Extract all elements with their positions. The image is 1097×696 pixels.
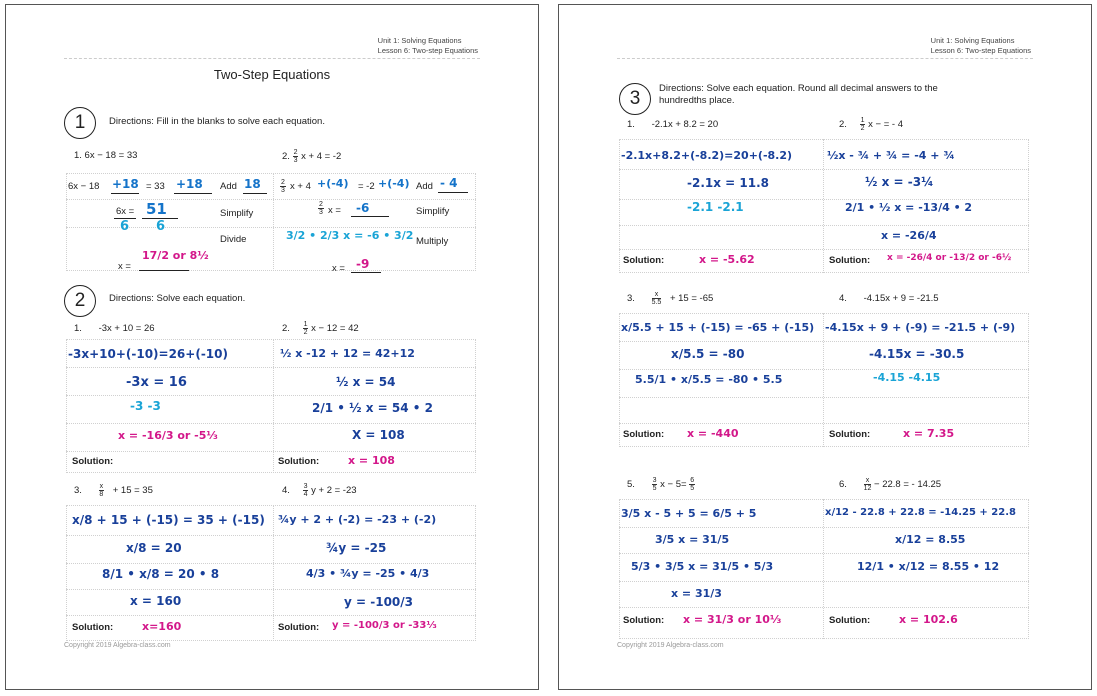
s1-q1-divisor-left: 6 xyxy=(120,219,130,234)
s3-q6-step3: 12/1 • x/12 = 8.55 • 12 xyxy=(857,560,1000,573)
grid-row-line xyxy=(619,169,1029,170)
s2-q4-step2: ¾y = -25 xyxy=(326,541,387,555)
s1-q1-divide-label: Divide xyxy=(220,234,247,245)
s1-q2-m6: -6 xyxy=(356,201,370,215)
page-header xyxy=(931,36,1031,56)
s2-q4-step3: 4/3 • ¾y = -25 • 4/3 xyxy=(306,567,430,580)
s1-q2-multiply-label: Multiply xyxy=(416,236,449,247)
s1-q1-add-label: Add xyxy=(220,181,237,192)
s3-q2-solution-label: Solution: xyxy=(829,255,871,266)
grid-divider xyxy=(273,173,274,271)
s3-q3-answer: x = -440 xyxy=(687,427,739,440)
s1-q2-blank-left: +(-4) xyxy=(317,177,349,190)
s1-q2-row1: x + 4 xyxy=(290,181,311,192)
s1-problem-2-equation: x + 4 = -2 xyxy=(301,151,342,163)
fraction-one-half: $\frac{1}{2}$ xyxy=(303,321,308,336)
blank-line xyxy=(243,193,267,194)
s3-problem-2-number: 2. xyxy=(839,119,847,131)
s3-problem-6-number: 6. xyxy=(839,479,847,491)
s2-q2-step3: 2/1 • ½ x = 54 • 2 xyxy=(312,401,433,415)
grid-row-line xyxy=(619,553,1029,554)
s2-problem-2 xyxy=(282,321,359,336)
s2-q2-answer: x = 108 xyxy=(348,454,395,467)
s1-q2-row2: x = xyxy=(328,205,341,216)
s1-q1-simplify-label: Simplify xyxy=(220,208,254,219)
s3-q5-answer: x = 31/3 or 10⅓ xyxy=(683,613,782,626)
grid-row-line xyxy=(619,199,1029,200)
section-3-directions-line1: Directions: Solve each equation. Round all decimal answers to the xyxy=(659,83,938,94)
s1-q2-multiply-step: 3/2 • 2/3 x = -6 • 3/2 xyxy=(286,229,414,242)
grid-divider xyxy=(823,499,824,639)
s3-q4-answer: x = 7.35 xyxy=(903,427,955,440)
s3-q4-step2: -4.15x = -30.5 xyxy=(869,347,965,361)
s3-q6-step1: x/12 - 22.8 + 22.8 = -14.25 + 22.8 xyxy=(825,507,1016,518)
s3-q1-step2: -2.1x = 11.8 xyxy=(687,176,769,190)
s1-problem-1-label: 1. 6x − 18 = 33 xyxy=(74,150,138,161)
worksheet-page-right xyxy=(558,4,1092,690)
s2-q1-step3: -3 -3 xyxy=(130,399,161,413)
section-2-directions: Directions: Solve each equation. xyxy=(109,293,246,304)
s3-q1-step3: -2.1 -2.1 xyxy=(687,200,744,214)
s2-problem-4-number: 4. xyxy=(282,485,290,497)
grid-row-line xyxy=(66,199,476,200)
s3-q5-step2: 3/5 x = 31/5 xyxy=(655,533,730,546)
grid-row-line xyxy=(619,607,1029,608)
s3-q5-step1: 3/5 x - 5 + 5 = 6/5 + 5 xyxy=(621,507,757,520)
grid-row-line xyxy=(619,341,1029,342)
s1-q2-blank-right: +(-4) xyxy=(378,177,410,190)
s3-q4-solution-label: Solution: xyxy=(829,429,871,440)
fraction-x-over-12: $\frac{x}{12}$ xyxy=(863,477,872,492)
s1-q1-eq33: = 33 xyxy=(146,181,165,192)
s3-problem-1 xyxy=(627,119,718,130)
fraction-x-over-8: $\frac{x}{8}$ xyxy=(99,483,104,498)
s1-q2-add-value: - 4 xyxy=(440,176,458,190)
s2-problem-1-equation: -3x + 10 = 26 xyxy=(98,323,155,334)
lesson-label: Lesson 6: Two-step Equations xyxy=(930,46,1031,55)
section-3-directions xyxy=(659,83,938,107)
s3-q2-step4: x = -26/4 xyxy=(881,229,937,242)
s2-q3-step1: x/8 + 15 + (-15) = 35 + (-15) xyxy=(72,513,265,527)
s3-q1-step1: -2.1x+8.2+(-8.2)=20+(-8.2) xyxy=(621,149,793,162)
grid-row-line xyxy=(66,367,476,368)
s1-q1-add-value: 18 xyxy=(244,177,261,191)
grid-row-line xyxy=(619,423,1029,424)
s2-problem-3-number: 3. xyxy=(74,485,82,497)
s1-q1-51: 51 xyxy=(146,200,167,218)
s2-q4-step1: ¾y + 2 + (-2) = -23 + (-2) xyxy=(278,513,437,526)
s3-problem-5-equation: x − 5= xyxy=(660,479,687,491)
s3-q3-step1: x/5.5 + 15 + (-15) = -65 + (-15) xyxy=(621,321,815,334)
grid-row-line xyxy=(619,369,1029,370)
grid-divider xyxy=(273,505,274,641)
fraction-two-thirds: $\frac{2}{3}$ xyxy=(293,149,298,164)
blank-line xyxy=(351,272,381,273)
fraction-x-over-5-5: $\frac{x}{5.5}$ xyxy=(651,291,662,306)
grid-row-line xyxy=(66,615,476,616)
s2-problem-2-number: 2. xyxy=(282,323,290,335)
s2-q3-step2: x/8 = 20 xyxy=(126,541,182,555)
s3-q6-solution-label: Solution: xyxy=(829,615,871,626)
s2-problem-2-equation: x − 12 = 42 xyxy=(311,323,359,335)
s1-q2-x-eq: x = xyxy=(332,263,345,274)
s2-problem-4 xyxy=(282,483,357,498)
s2-q3-step4: x = 160 xyxy=(130,594,182,608)
blank-line xyxy=(139,270,189,271)
s2-q3-answer: x=160 xyxy=(142,620,182,633)
s2-q1-answer: x = -16/3 or -5⅓ xyxy=(118,429,218,442)
blank-line xyxy=(438,192,468,193)
grid-divider xyxy=(823,139,824,273)
s1-problem-2-number: 2. xyxy=(282,151,290,163)
s2-q1-step2: -3x = 16 xyxy=(126,375,187,390)
copyright-text: Copyright 2019 Algebra-class.com xyxy=(617,642,724,649)
s3-q2-step2: ½ x = -3¼ xyxy=(865,175,934,189)
s3-problem-3 xyxy=(627,291,713,306)
section-number-1: 1 xyxy=(64,107,96,139)
page-title: Two-Step Equations xyxy=(213,67,331,82)
grid-row-line xyxy=(66,451,476,452)
s2-problem-3-equation: + 15 = 35 xyxy=(112,485,153,497)
blank-line xyxy=(174,193,212,194)
s3-q6-step2: x/12 = 8.55 xyxy=(895,533,966,546)
section-number-2: 2 xyxy=(64,285,96,317)
s2-q3-step3: 8/1 • x/8 = 20 • 8 xyxy=(102,567,220,581)
s2-q4-solution-label: Solution: xyxy=(278,622,320,633)
grid-row-line xyxy=(66,535,476,536)
s3-q4-step3: -4.15 -4.15 xyxy=(873,371,941,384)
grid-row-line xyxy=(66,589,476,590)
s1-q1-blank-plus18-left: +18 xyxy=(112,177,139,191)
s1-q1-answer: 17/2 or 8½ xyxy=(142,249,209,262)
s2-problem-4-equation: y + 2 = -23 xyxy=(311,485,357,497)
s3-problem-1-number: 1. xyxy=(627,119,635,130)
section-3-directions-line2: hundredths place. xyxy=(659,95,735,106)
s1-q2-frac: $\frac{2}{3}$ xyxy=(281,179,285,194)
s3-q1-answer: x = -5.62 xyxy=(699,253,755,266)
s3-q5-step4: x = 31/3 xyxy=(671,587,722,600)
s3-problem-6 xyxy=(839,477,941,492)
s2-problem-1-number: 1. xyxy=(74,323,82,334)
s2-q2-step1: ½ x -12 + 12 = 42+12 xyxy=(280,347,415,360)
s3-problem-2-equation: x − = - 4 xyxy=(868,119,903,131)
s3-problem-2 xyxy=(839,117,903,132)
s3-problem-1-equation: -2.1x + 8.2 = 20 xyxy=(651,119,719,130)
unit-label: Unit 1: Solving Equations xyxy=(930,36,1015,45)
s1-problem-2-label xyxy=(282,149,341,164)
s3-q3-step3: 5.5/1 • x/5.5 = -80 • 5.5 xyxy=(635,373,783,386)
s3-q5-step3: 5/3 • 3/5 x = 31/5 • 5/3 xyxy=(631,560,774,573)
s1-q2-add-label: Add xyxy=(416,181,433,192)
grid-divider xyxy=(823,313,824,447)
header-divider xyxy=(617,58,1033,59)
s1-q2-simplify-label: Simplify xyxy=(416,206,450,217)
s2-problem-3 xyxy=(74,483,153,498)
s1-q1-x-eq: x = xyxy=(118,261,131,272)
s3-problem-6-equation: − 22.8 = - 14.25 xyxy=(874,479,942,491)
s2-q3-solution-label: Solution: xyxy=(72,622,114,633)
s3-q4-step1: -4.15x + 9 + (-9) = -21.5 + (-9) xyxy=(825,321,1016,334)
fraction-six-fifths: $\frac{6}{5}$ xyxy=(690,477,695,492)
s2-q4-answer: y = -100/3 or -33⅓ xyxy=(332,620,437,631)
s3-problem-4 xyxy=(839,293,939,304)
s1-q1-divisor-right: 6 xyxy=(156,219,166,234)
grid-row-line xyxy=(66,395,476,396)
s3-q5-solution-label: Solution: xyxy=(623,615,665,626)
grid-row-line xyxy=(619,225,1029,226)
fraction-three-quarters: $\frac{3}{4}$ xyxy=(303,483,308,498)
s3-q3-step2: x/5.5 = -80 xyxy=(671,347,745,361)
blank-line xyxy=(351,216,389,217)
s1-q1-row1: 6x − 18 xyxy=(68,181,100,192)
unit-label: Unit 1: Solving Equations xyxy=(377,36,462,45)
s3-q2-step1: ½x - ¾ + ¾ = -4 + ¾ xyxy=(827,149,955,162)
worksheet-page-left xyxy=(5,4,539,690)
grid-row-line xyxy=(619,249,1029,250)
s3-problem-3-equation: + 15 = -65 xyxy=(669,293,714,305)
s3-problem-5-number: 5. xyxy=(627,479,635,491)
grid-row-line xyxy=(66,423,476,424)
grid-row-line xyxy=(619,581,1029,582)
s1-q1-blank-plus18-right: +18 xyxy=(176,177,203,191)
s2-q2-step4: X = 108 xyxy=(352,428,405,442)
s2-q1-step1: -3x+10+(-10)=26+(-10) xyxy=(68,347,228,361)
s3-problem-5 xyxy=(627,477,695,492)
s3-problem-3-number: 3. xyxy=(627,293,635,305)
s1-q1-6x: 6x = xyxy=(116,206,135,217)
s2-q4-step4: y = -100/3 xyxy=(344,595,413,609)
grid-row-line xyxy=(66,563,476,564)
lesson-label: Lesson 6: Two-step Equations xyxy=(377,46,478,55)
blank-line xyxy=(111,193,139,194)
s1-q2-eqm2: = -2 xyxy=(358,181,375,192)
s3-q1-solution-label: Solution: xyxy=(623,255,665,266)
copyright-text: Copyright 2019 Algebra-class.com xyxy=(64,642,171,649)
section-number-3: 3 xyxy=(619,83,651,115)
s2-q1-solution-label: Solution: xyxy=(72,456,114,467)
s2-q2-step2: ½ x = 54 xyxy=(336,375,396,389)
s2-problem-1 xyxy=(74,323,155,334)
grid-row-line xyxy=(619,527,1029,528)
s3-q6-answer: x = 102.6 xyxy=(899,613,958,626)
page-header xyxy=(378,36,478,56)
header-divider xyxy=(64,58,480,59)
grid-divider xyxy=(273,339,274,473)
s3-q2-answer: x = -26/4 or -13/2 or -6½ xyxy=(887,253,1012,263)
s2-q2-solution-label: Solution: xyxy=(278,456,320,467)
section-1-directions: Directions: Fill in the blanks to solve each equation. xyxy=(109,116,325,127)
s3-q3-solution-label: Solution: xyxy=(623,429,665,440)
s3-problem-4-number: 4. xyxy=(839,293,847,304)
s1-q2-answer: -9 xyxy=(356,257,370,271)
s3-problem-4-equation: -4.15x + 9 = -21.5 xyxy=(863,293,939,304)
s3-q2-step3: 2/1 • ½ x = -13/4 • 2 xyxy=(845,201,973,214)
grid-row-line xyxy=(619,397,1029,398)
s1-q2-frac2: $\frac{2}{3}$ xyxy=(319,201,323,216)
fraction-three-fifths: $\frac{3}{5}$ xyxy=(652,477,657,492)
fraction-one-half: $\frac{1}{2}$ xyxy=(860,117,865,132)
